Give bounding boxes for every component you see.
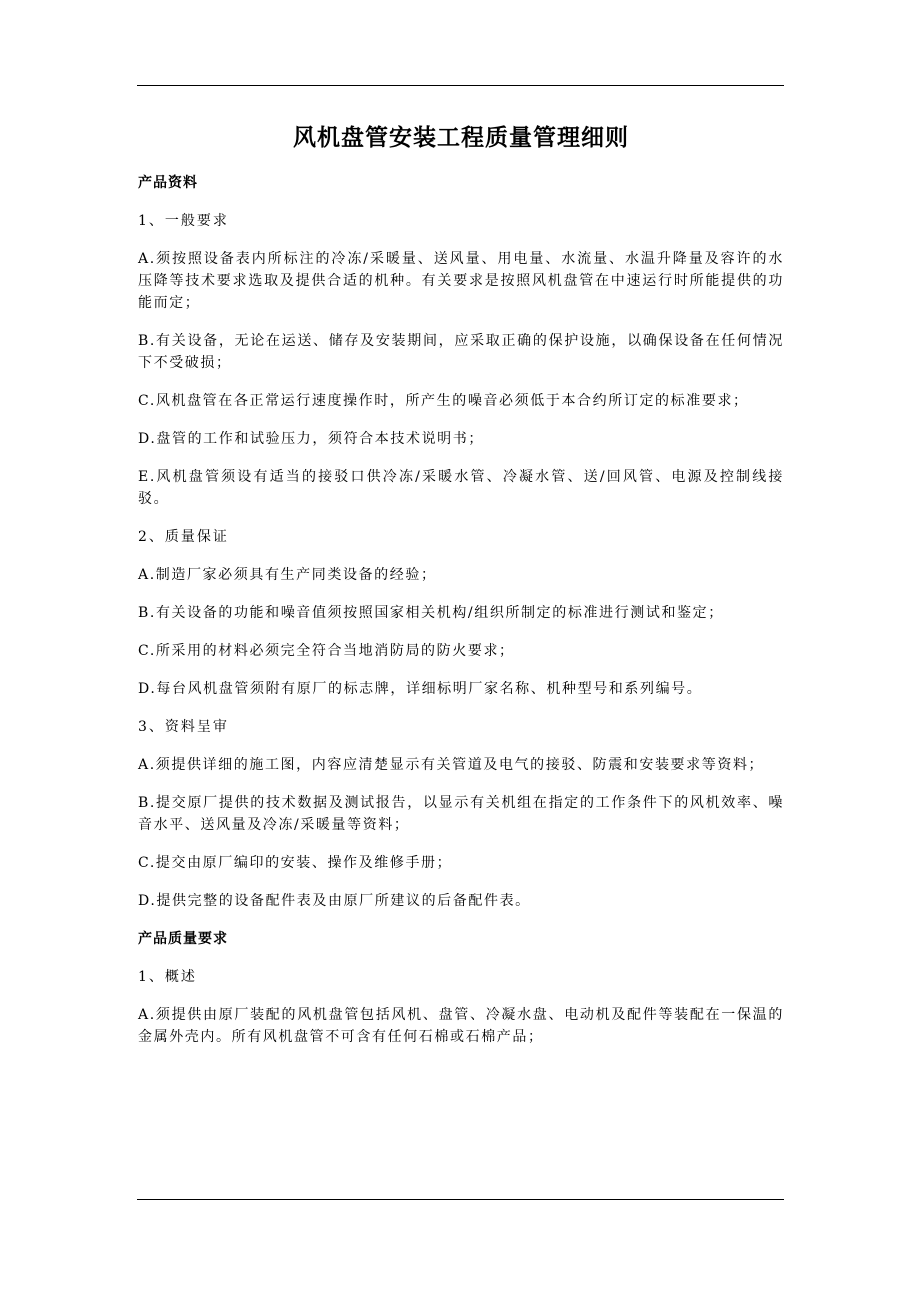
section-heading: 产品质量要求 (138, 931, 228, 947)
paragraph: D.每台风机盘管须附有原厂的标志牌，详细标明厂家名称、机种型号和系列编号。 (138, 681, 703, 697)
section-quality-requirements (138, 928, 784, 1048)
section-heading: 产品资料 (138, 175, 198, 191)
paragraph: C.所采用的材料必须完全符合当地消防局的防火要求； (138, 643, 515, 659)
subsection-general-requirements (138, 210, 784, 510)
subsection-heading: 3、资料呈审 (138, 719, 229, 735)
paragraph: D.提供完整的设备配件表及由原厂所建议的后备配件表。 (138, 893, 531, 909)
subsection-document-submission (138, 716, 784, 912)
paragraph: B.有关设备的功能和噪音值须按照国家相关机构/组织所制定的标准进行测试和鉴定； (138, 605, 724, 621)
paragraph: B.有关设备，无论在运送、储存及安装期间，应采取正确的保护设施，以确保设备在任何情况下不受破损； (138, 333, 784, 371)
paragraph: A.须提供详细的施工图，内容应清楚显示有关管道及电气的接驳、防震和安装要求等资料； (138, 757, 765, 773)
footer-rule (137, 1199, 784, 1200)
paragraph: B.提交原厂提供的技术数据及测试报告，以显示有关机组在指定的工作条件下的风机效率、噪音水平、送风量及冷冻/采暖量等资料； (138, 795, 784, 833)
paragraph: A.须提供由原厂装配的风机盘管包括风机、盘管、冷凝水盘、电动机及配件等装配在一保温的金属外壳内。所有风机盘管不可含有任何石棉或石棉产品； (138, 1007, 784, 1045)
document-page (138, 118, 784, 1064)
paragraph: C.风机盘管在各正常运行速度操作时，所产生的噪音必须低于本合约所订定的标准要求； (138, 393, 749, 409)
subsection-quality-assurance (138, 526, 784, 700)
section-product-info (138, 172, 784, 912)
paragraph: E.风机盘管须设有适当的接驳口供冷冻/采暖水管、冷凝水管、送/回风管、电源及控制线接驳。 (138, 469, 784, 507)
subsection-overview (138, 966, 784, 1048)
paragraph: A.须按照设备表内所标注的冷冻/采暖量、送风量、用电量、水流量、水温升降量及容许的水压降等技术要求选取及提供合适的机种。有关要求是按照风机盘管在中速运行时所能提供的功能而定； (138, 251, 784, 311)
subsection-heading: 1、概述 (138, 969, 197, 985)
header-rule (137, 85, 784, 86)
subsection-heading: 2、质量保证 (138, 529, 229, 545)
paragraph: A.制造厂家必须具有生产同类设备的经验； (138, 567, 437, 583)
paragraph: D.盘管的工作和试验压力，须符合本技术说明书； (138, 431, 484, 447)
paragraph: C.提交由原厂编印的安装、操作及维修手册； (138, 855, 453, 871)
subsection-heading: 1、一般要求 (138, 213, 229, 229)
document-title: 风机盘管安装工程质量管理细则 (293, 124, 629, 151)
